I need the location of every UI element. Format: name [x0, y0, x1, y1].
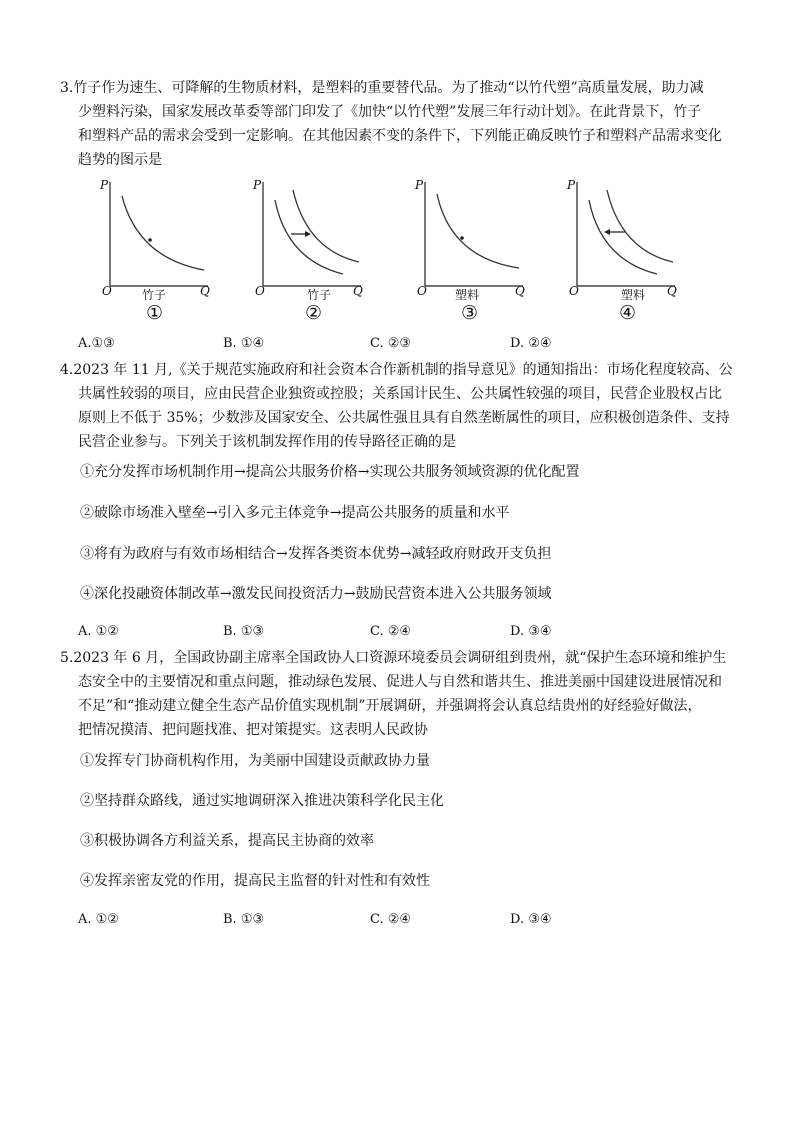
- axis-label-o: O: [102, 284, 112, 298]
- graph-4: [567, 178, 677, 328]
- demand-curve-shifted: [293, 190, 359, 262]
- axis-label-p: P: [415, 178, 424, 192]
- q5-line-4: 把情况摸清、把问题找准、把对策提实。这表明人民政协: [78, 722, 428, 738]
- demand-curve: [122, 196, 204, 270]
- choice-b[interactable]: B. ①③: [223, 912, 265, 927]
- graph-number: ②: [305, 302, 323, 324]
- question-4-stem: [60, 358, 740, 454]
- graph-3: [415, 178, 525, 328]
- choice-a[interactable]: A. ①②: [78, 624, 119, 639]
- choice-c[interactable]: C. ②④: [370, 624, 412, 639]
- choice-c[interactable]: C. ②③: [370, 336, 412, 351]
- q3-line-1: 3.竹子作为速生、可降解的生物质材料，是塑料的重要替代品。为了推动“以竹代塑”高质量发展，助力减: [60, 80, 704, 96]
- choice-b[interactable]: B. ①③: [223, 624, 265, 639]
- q3-line-2: 少塑料污染，国家发展改革委等部门印发了《加快“以竹代塑”发展三年行动计划》。在此背景下，竹子: [78, 104, 702, 120]
- axis-label-o: O: [255, 284, 265, 298]
- graph-number: ①: [146, 302, 164, 324]
- graph-number: ③: [461, 302, 479, 324]
- q4-line-1: 4.2023 年 11 月,《关于规范实施政府和社会资本合作新机制的指导意见》的通知指出：市场化程度较高、公: [60, 362, 733, 378]
- q4-line-3: 原则上不低于 35%；少数涉及国家安全、公共属性强且具有自然垄断属性的项目，应积极创造条件、支持: [78, 410, 730, 426]
- curve-point: [460, 236, 464, 240]
- choice-a[interactable]: A. ①②: [78, 912, 119, 927]
- choice-a[interactable]: A.①③: [78, 336, 115, 351]
- choice-c[interactable]: C. ②④: [370, 912, 412, 927]
- question-3-stem: [60, 76, 740, 172]
- q4-choices: [78, 624, 698, 644]
- demand-curve-original: [275, 200, 343, 274]
- q5-statement-1: ①发挥专门协商机构作用，为美丽中国建设贡献政协力量: [80, 753, 430, 769]
- choice-d[interactable]: D. ③④: [510, 912, 552, 927]
- axis-label-q: Q: [515, 284, 525, 298]
- q5-statement-3: ③积极协调各方利益关系，提高民主协商的效率: [80, 833, 374, 849]
- x-axis-name: 竹子: [307, 288, 332, 302]
- q4-line-4: 民营企业参与。下列关于该机制发挥作用的传导路径正确的是: [78, 434, 456, 450]
- choice-b[interactable]: B. ①④: [223, 336, 265, 351]
- choice-d[interactable]: D. ③④: [510, 624, 552, 639]
- q3-line-4: 趋势的图示是: [78, 152, 162, 168]
- axis-label-p: P: [100, 178, 109, 192]
- demand-curve: [437, 194, 519, 268]
- axis-label-q: Q: [200, 284, 210, 298]
- arrow-right-icon: [305, 231, 311, 237]
- curve-point: [148, 238, 152, 242]
- axis-label-q: Q: [353, 284, 363, 298]
- graph-2: [253, 178, 363, 328]
- x-axis-name: 塑料: [621, 288, 646, 302]
- q4-line-2: 共属性较弱的项目，应由民营企业独资或控股；关系国计民生、公共属性较强的项目，民营企业股权占比: [78, 386, 722, 402]
- x-axis-name: 竹子: [142, 288, 167, 302]
- q4-statement-4: ④深化投融资体制改革→激发民间投资活力→鼓励民营资本进入公共服务领域: [80, 586, 552, 602]
- axis-label-o: O: [569, 284, 579, 298]
- demand-curve-original: [607, 190, 673, 262]
- q5-line-2: 态安全中的主要情况和重点问题，推动绿色发展、促进人与自然和谐共生、推进美丽中国建设进展情况和: [78, 674, 722, 690]
- q5-line-1: 5.2023 年 6 月，全国政协副主席率全国政协人口资源环境委员会调研组到贵州，就“保护生态环境和维护生: [60, 650, 727, 666]
- axis-label-o: O: [417, 284, 427, 298]
- q3-line-3: 和塑料产品的需求会受到一定影响。在其他因素不变的条件下，下列能正确反映竹子和塑料产品需求变化: [78, 128, 722, 144]
- question-5-stem: [60, 646, 740, 742]
- q4-statement-3: ③将有为政府与有效市场相结合→发挥各类资本优势→减轻政府财政开支负担: [80, 546, 552, 562]
- q5-statement-4: ④发挥亲密友党的作用，提高民主监督的针对性和有效性: [80, 873, 430, 889]
- q3-choices: [78, 336, 698, 356]
- choice-d[interactable]: D. ②④: [510, 336, 552, 351]
- axis-label-p: P: [567, 178, 576, 192]
- graph-1: [100, 178, 210, 328]
- q5-statement-2: ②坚持群众路线，通过实地调研深入推进决策科学化民主化: [80, 793, 444, 809]
- x-axis-name: 塑料: [455, 288, 480, 302]
- q5-line-3: 不足”和“推动建立健全生态产品价值实现机制”开展调研，并强调将会认真总结贵州的好经验好做法，: [78, 698, 702, 714]
- q4-statement-2: ②破除市场准入壁垒→引入多元主体竞争→提高公共服务的质量和水平: [80, 505, 510, 521]
- graph-number: ④: [619, 302, 637, 324]
- q5-choices: [78, 912, 698, 932]
- axis-label-p: P: [253, 178, 262, 192]
- axis-label-q: Q: [667, 284, 677, 298]
- arrow-left-icon: [604, 229, 610, 235]
- demand-curve-new: [589, 200, 657, 274]
- q4-statement-1: ①充分发挥市场机制作用→提高公共服务价格→实现公共服务领域资源的优化配置: [80, 464, 580, 480]
